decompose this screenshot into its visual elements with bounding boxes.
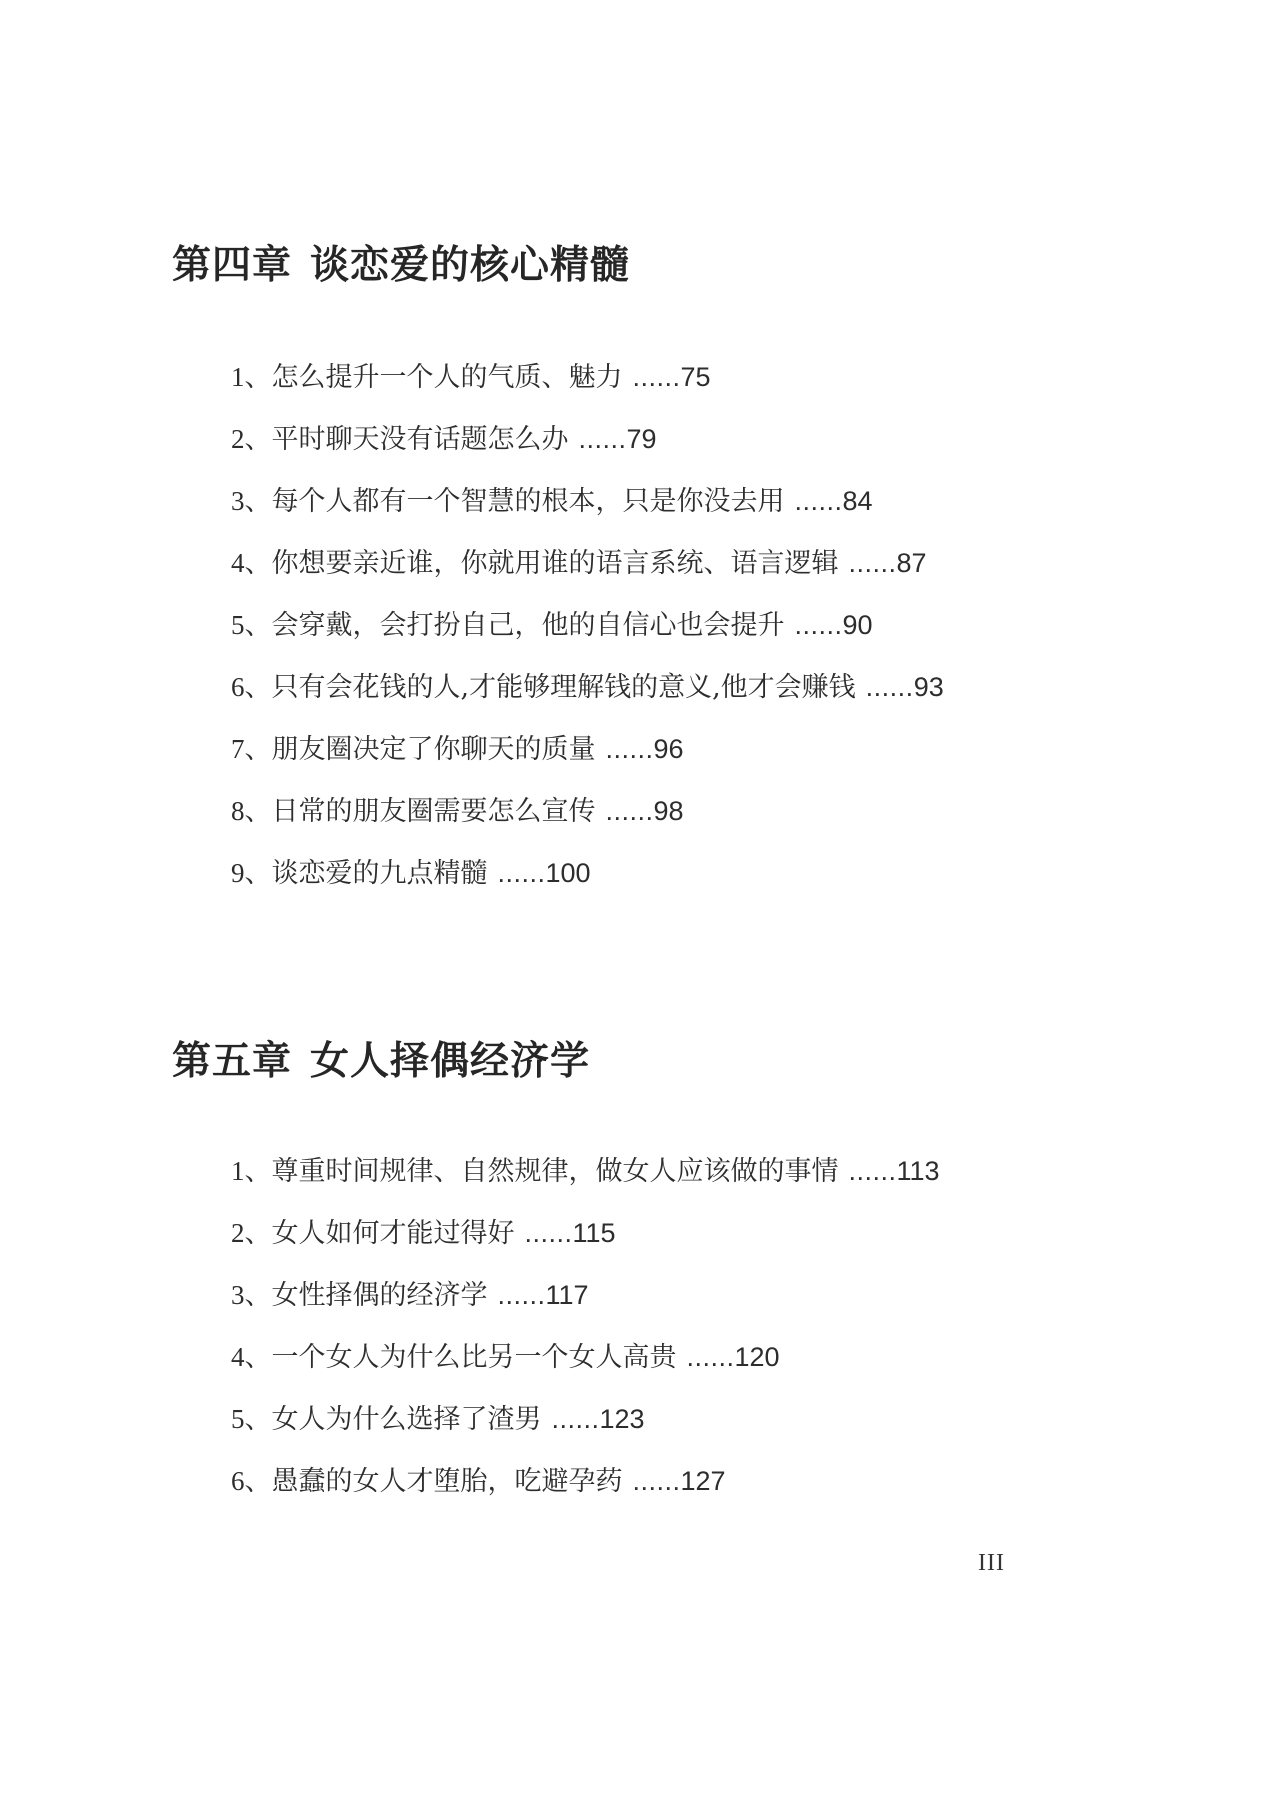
chapter-5-label: 第五章 xyxy=(172,1038,293,1084)
entry-title: 谈恋爱的九点精髓 xyxy=(271,858,488,889)
entry-dots: ...... xyxy=(578,424,627,454)
chapter-5-heading xyxy=(172,1030,590,1086)
entry-page: 100 xyxy=(545,858,591,888)
toc-entry[interactable] xyxy=(231,532,944,594)
entry-page: 96 xyxy=(653,734,684,764)
entry-number: 1 xyxy=(231,362,245,392)
entry-number: 5 xyxy=(231,1404,245,1434)
entry-number: 1 xyxy=(231,1156,245,1186)
entry-page: 117 xyxy=(545,1280,589,1310)
toc-entry[interactable] xyxy=(231,346,944,408)
entry-number: 4 xyxy=(231,1342,245,1372)
entry-number: 7 xyxy=(231,734,245,764)
entry-dots: ...... xyxy=(605,734,654,764)
entry-dots: ...... xyxy=(794,610,843,640)
entry-separator: 、 xyxy=(244,548,272,579)
entry-title: 女性择偶的经济学 xyxy=(271,1280,488,1311)
entry-dots: ...... xyxy=(551,1404,600,1434)
entry-separator: 、 xyxy=(244,486,272,517)
entry-number: 9 xyxy=(231,858,245,888)
entry-page: 127 xyxy=(680,1466,726,1496)
entry-page: 84 xyxy=(842,486,873,516)
chapter-4-toc-list xyxy=(231,346,944,904)
chapter-5-toc-list xyxy=(231,1140,940,1512)
entry-page: 98 xyxy=(653,796,684,826)
toc-entry[interactable] xyxy=(231,1140,940,1202)
entry-dots: ...... xyxy=(497,858,546,888)
chapter-4-heading xyxy=(172,234,630,290)
entry-page: 87 xyxy=(896,548,927,578)
entry-page: 120 xyxy=(734,1342,780,1372)
entry-separator: 、 xyxy=(244,672,272,703)
entry-title: 你想要亲近谁，你就用谁的语言系统、语言逻辑 xyxy=(271,548,839,579)
entry-page: 75 xyxy=(680,362,711,392)
entry-separator: 、 xyxy=(244,610,272,641)
entry-title: 女人为什么选择了渣男 xyxy=(271,1404,542,1435)
entry-separator: 、 xyxy=(244,1218,272,1249)
toc-entry[interactable] xyxy=(231,1326,940,1388)
toc-entry[interactable] xyxy=(231,1202,940,1264)
toc-entry[interactable] xyxy=(231,718,944,780)
entry-dots: ...... xyxy=(686,1342,735,1372)
entry-number: 4 xyxy=(231,548,245,578)
entry-page: 90 xyxy=(842,610,873,640)
entry-separator: 、 xyxy=(244,1466,272,1497)
entry-title: 怎么提升一个人的气质、魅力 xyxy=(271,362,623,393)
entry-title: 平时聊天没有话题怎么办 xyxy=(271,424,569,455)
entry-dots: ...... xyxy=(848,1156,897,1186)
entry-dots: ...... xyxy=(632,362,681,392)
toc-entry[interactable] xyxy=(231,1264,940,1326)
entry-separator: 、 xyxy=(244,424,272,455)
entry-separator: 、 xyxy=(244,1342,272,1373)
chapter-4-title: 谈恋爱的核心精髓 xyxy=(310,242,631,288)
entry-separator: 、 xyxy=(244,734,272,765)
entry-title: 朋友圈决定了你聊天的质量 xyxy=(271,734,596,765)
entry-dots: ...... xyxy=(632,1466,681,1496)
entry-page: 115 xyxy=(572,1218,616,1248)
entry-number: 5 xyxy=(231,610,245,640)
entry-separator: 、 xyxy=(244,858,272,889)
chapter-4-label: 第四章 xyxy=(172,242,293,288)
toc-entry[interactable] xyxy=(231,408,944,470)
entry-page: 123 xyxy=(599,1404,645,1434)
entry-dots: ...... xyxy=(848,548,897,578)
toc-entry[interactable] xyxy=(231,1450,940,1512)
entry-title: 只有会花钱的人,才能够理解钱的意义,他才会赚钱 xyxy=(271,672,856,703)
entry-title: 每个人都有一个智慧的根本，只是你没去用 xyxy=(271,486,785,517)
entry-dots: ...... xyxy=(605,796,654,826)
toc-entry[interactable] xyxy=(231,780,944,842)
entry-separator: 、 xyxy=(244,1156,272,1187)
entry-title: 女人如何才能过得好 xyxy=(271,1218,515,1249)
toc-entry[interactable] xyxy=(231,1388,940,1450)
entry-number: 2 xyxy=(231,424,245,454)
entry-title: 一个女人为什么比另一个女人高贵 xyxy=(271,1342,677,1373)
entry-title: 尊重时间规律、自然规律，做女人应该做的事情 xyxy=(271,1156,839,1187)
entry-separator: 、 xyxy=(244,796,272,827)
entry-number: 2 xyxy=(231,1218,245,1248)
entry-dots: ...... xyxy=(794,486,843,516)
entry-separator: 、 xyxy=(244,362,272,393)
toc-entry[interactable] xyxy=(231,470,944,532)
entry-number: 6 xyxy=(231,672,245,702)
entry-number: 8 xyxy=(231,796,245,826)
entry-number: 6 xyxy=(231,1466,245,1496)
toc-entry[interactable] xyxy=(231,656,944,718)
toc-entry[interactable] xyxy=(231,594,944,656)
entry-title: 日常的朋友圈需要怎么宣传 xyxy=(271,796,596,827)
toc-entry[interactable] xyxy=(231,842,944,904)
entry-title: 会穿戴，会打扮自己，他的自信心也会提升 xyxy=(271,610,785,641)
entry-number: 3 xyxy=(231,1280,245,1310)
entry-title: 愚蠢的女人才堕胎，吃避孕药 xyxy=(271,1466,623,1497)
entry-dots: ...... xyxy=(865,672,914,702)
entry-page: 113 xyxy=(896,1156,940,1186)
chapter-5-title: 女人择偶经济学 xyxy=(310,1038,591,1084)
entry-separator: 、 xyxy=(244,1280,272,1311)
entry-page: 79 xyxy=(626,424,657,454)
entry-dots: ...... xyxy=(497,1280,546,1310)
page-number: III xyxy=(978,1550,1005,1576)
entry-number: 3 xyxy=(231,486,245,516)
entry-dots: ...... xyxy=(524,1218,573,1248)
entry-separator: 、 xyxy=(244,1404,272,1435)
entry-page: 93 xyxy=(913,672,944,702)
